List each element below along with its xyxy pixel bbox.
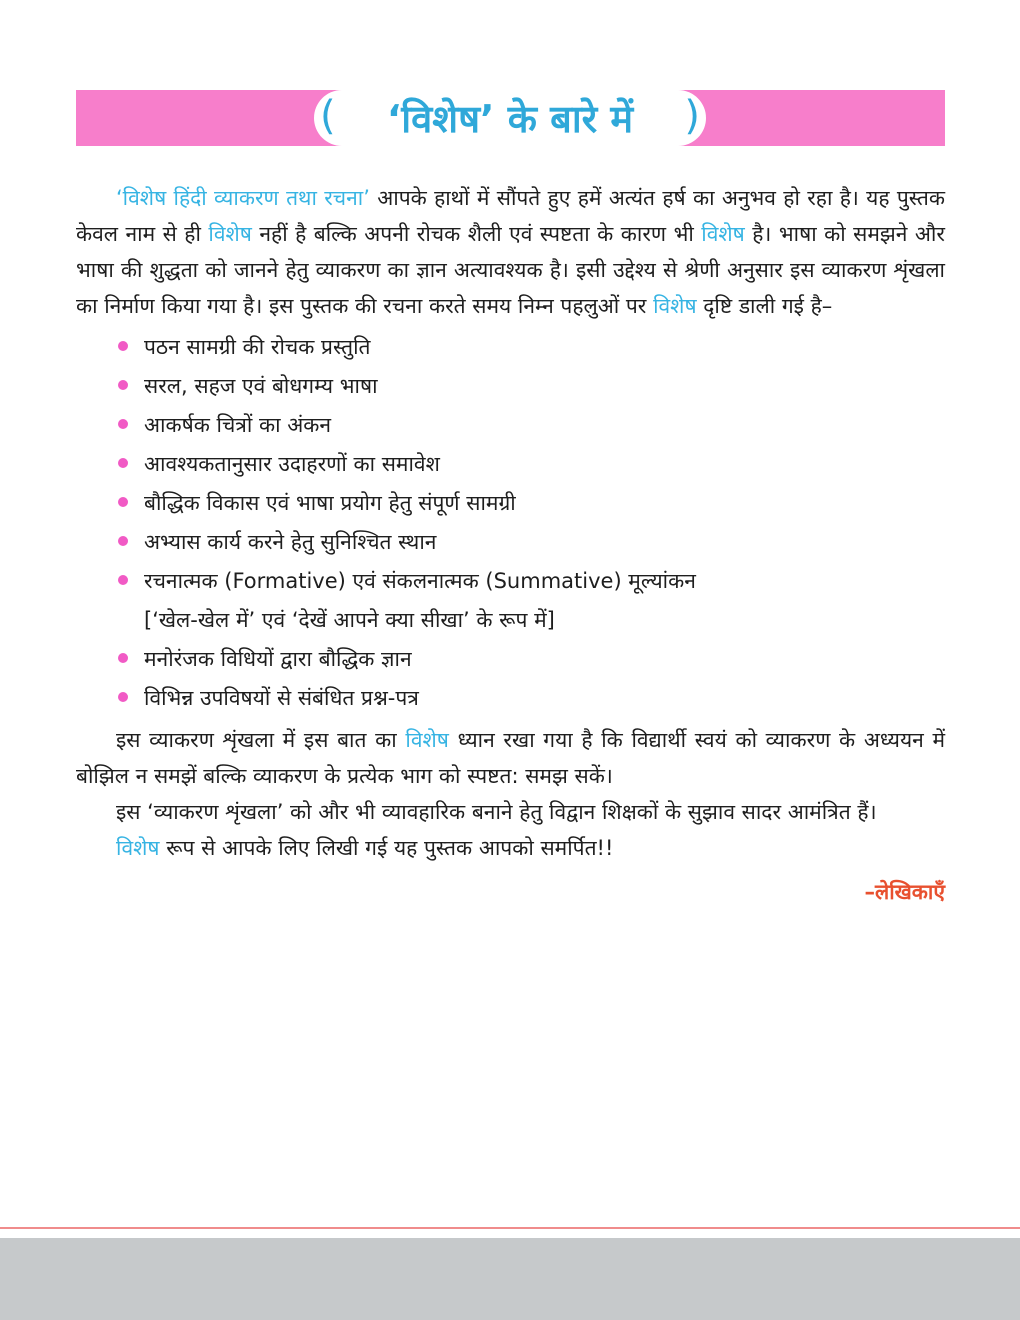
feature-list bbox=[76, 328, 945, 718]
list-item: बौद्धिक विकास एवं भाषा प्रयोग हेतु संपूर्ण सामग्री bbox=[116, 484, 945, 523]
paragraph-2: इस व्याकरण शृंखला में इस बात का विशेष ध्यान रखा गया है कि विद्यार्थी स्वयं को व्याकरण के अध्ययन में बोझिल न समझें बल्कि व्याकरण के प्रत्येक भाग को स्पष्टत: समझ सकें। bbox=[76, 728, 946, 788]
footer-band bbox=[0, 1238, 1020, 1320]
highlight-word: विशेष bbox=[653, 294, 697, 318]
list-item: अभ्यास कार्य करने हेतु सुनिश्चित स्थान bbox=[116, 523, 945, 562]
list-item: आवश्यकतानुसार उदाहरणों का समावेश bbox=[116, 445, 945, 484]
highlight-word: विशेष bbox=[116, 836, 160, 860]
list-item: पठन सामग्री की रोचक प्रस्तुति bbox=[116, 328, 945, 367]
bullet-icon bbox=[118, 380, 128, 390]
bullet-icon bbox=[118, 497, 128, 507]
list-item: सरल, सहज एवं बोधगम्य भाषा bbox=[116, 367, 945, 406]
signature: –लेखिकाएँ bbox=[864, 880, 945, 904]
book-title: ‘विशेष हिंदी व्याकरण तथा रचना’ bbox=[116, 186, 370, 210]
list-item: आकर्षक चित्रों का अंकन bbox=[116, 406, 945, 445]
list-item-subline: [‘खेल-खेल में’ एवं ‘देखें आपने क्या सीखा’ के रूप में] bbox=[144, 608, 555, 632]
bullet-icon bbox=[118, 692, 128, 702]
intro-text-1: आपके हाथों में सौंपते हुए हमें अत्यंत हर्ष का अनुभव हो रहा है। यह पुस्तक केवल नाम से ही bbox=[76, 186, 946, 246]
footer-divider bbox=[0, 1227, 1020, 1229]
list-item: रचनात्मक (Formative) एवं संकलनात्मक (Summative) मूल्यांकन [‘खेल-खेल में’ एवं ‘देखें आपने क्या सीखा’ के रूप में] bbox=[116, 562, 945, 640]
list-item: विभिन्न उपविषयों से संबंधित प्रश्न-पत्र bbox=[116, 679, 945, 718]
intro-paragraph bbox=[76, 180, 945, 324]
bullet-icon bbox=[118, 458, 128, 468]
intro-text-3: है। भाषा को समझने और भाषा की शुद्धता को जानने हेतु व्याकरण का ज्ञान अत्यावश्यक है। इसी उद्देश्य से श्रेणी अनुसार इस व्याकरण शृंखला का निर्माण किया गया है। इस पुस्तक की रचना करते समय निम्न पहलुओं पर bbox=[76, 222, 945, 318]
page-title: ‘विशेष’ के बारे में bbox=[386, 97, 634, 141]
bullet-icon bbox=[118, 575, 128, 585]
bullet-icon bbox=[118, 419, 128, 429]
highlight-word: विशेष bbox=[405, 728, 449, 752]
intro-text-2: नहीं है बल्कि अपनी रोचक शैली एवं स्पष्टता के कारण भी bbox=[251, 222, 702, 246]
list-item: मनोरंजक विधियों द्वारा बौद्धिक ज्ञान bbox=[116, 640, 945, 679]
bullet-icon bbox=[118, 653, 128, 663]
paragraph-4: विशेष रूप से आपके लिए लिखी गई यह पुस्तक आपको समर्पित!! bbox=[116, 836, 614, 860]
page-content bbox=[76, 180, 945, 910]
paragraph-3: इस ‘व्याकरण शृंखला’ को और भी व्यावहारिक बनाने हेतु विद्वान शिक्षकों के सुझाव सादर आमंत्रित हैं। bbox=[116, 800, 877, 824]
bullet-icon bbox=[118, 341, 128, 351]
highlight-word: विशेष bbox=[208, 222, 252, 246]
right-paren: ) bbox=[684, 93, 700, 139]
title-pill bbox=[314, 90, 706, 146]
bullet-icon bbox=[118, 536, 128, 546]
intro-text-4: दृष्टि डाली गई है– bbox=[696, 294, 833, 318]
highlight-word: विशेष bbox=[701, 222, 745, 246]
left-paren: ( bbox=[320, 93, 336, 139]
